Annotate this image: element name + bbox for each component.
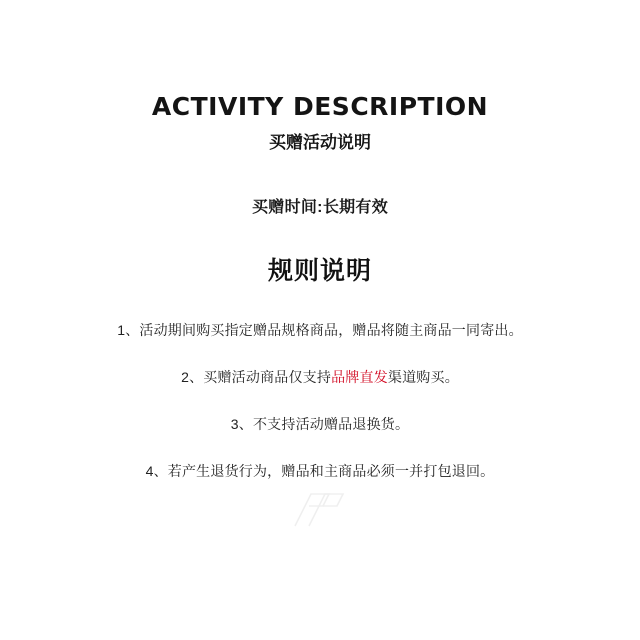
rule-item bbox=[0, 366, 640, 388]
rule-item bbox=[0, 413, 640, 435]
rule-text-pre: 3、不支持活动赠品退换货。 bbox=[230, 416, 410, 432]
rule-text-pre: 2、买赠活动商品仅支持 bbox=[181, 369, 332, 385]
rule-item bbox=[0, 319, 640, 341]
page-title-english: ACTIVITY DESCRIPTION bbox=[151, 92, 489, 121]
rule-text-pre: 4、若产生退货行为，赠品和主商品必须一并打包退回。 bbox=[145, 463, 495, 479]
rule-text-post: 渠道购买。 bbox=[387, 369, 459, 385]
rule-text-accent: 品牌直发 bbox=[331, 369, 388, 385]
brand-watermark-logo-icon bbox=[285, 486, 355, 534]
rules-list bbox=[0, 319, 640, 482]
page-title-chinese: 买赠活动说明 bbox=[269, 133, 371, 152]
rule-item bbox=[0, 460, 640, 482]
rules-section-heading: 规则说明 bbox=[267, 257, 372, 285]
activity-period-text: 买赠时间:长期有效 bbox=[251, 199, 389, 216]
rule-text-pre: 1、活动期间购买指定赠品规格商品，赠品将随主商品一同寄出。 bbox=[117, 322, 523, 338]
